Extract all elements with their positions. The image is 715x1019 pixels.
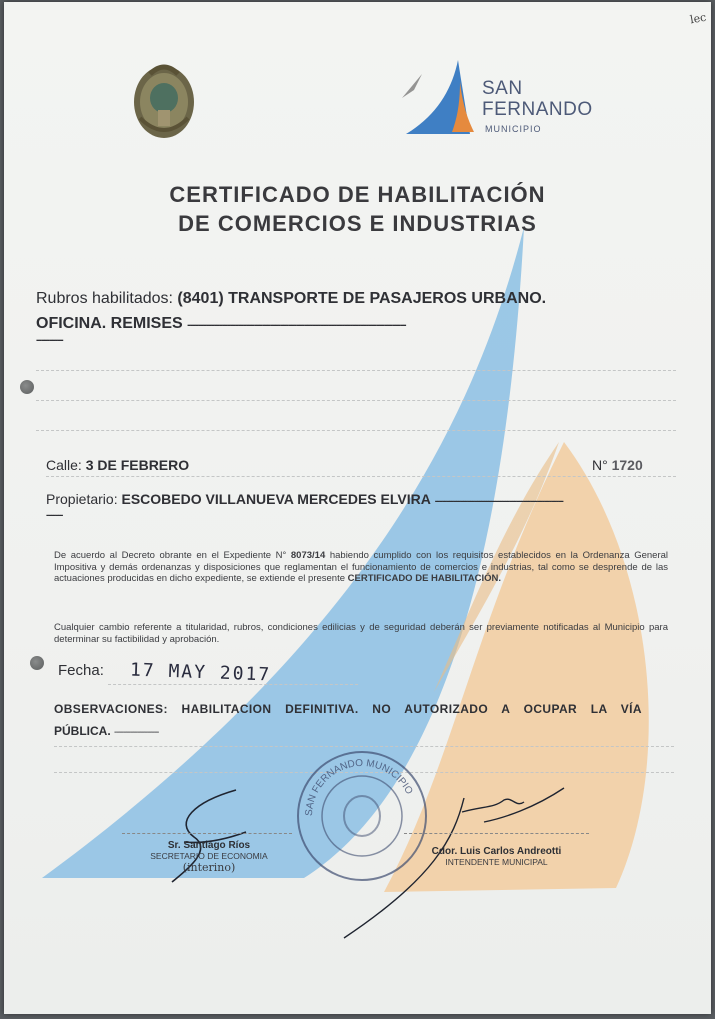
rubros-line1 [36, 290, 676, 308]
signature-line-right [404, 833, 589, 834]
certificate-page [4, 2, 711, 1014]
calle-value: 3 DE FEBRERO [85, 457, 190, 473]
blank-line [36, 430, 676, 431]
rubros-line2 [36, 315, 676, 333]
propietario-dash2: ------- [46, 510, 63, 521]
blank-line [108, 684, 358, 685]
decree-paragraph [54, 550, 668, 585]
decree-expediente: 8073/14 [290, 550, 326, 561]
blank-line [36, 400, 676, 401]
municipality-brand-line3: MUNICIPIO [485, 124, 542, 134]
observaciones-text-line1: HABILITACION DEFINITIVA. NO AUTORIZADO A OCUPAR LA VÍA [181, 702, 642, 716]
certificate-title [4, 180, 711, 238]
rubros-value-line1: (8401) TRANSPORTE DE PASAJEROS URBANO. [177, 290, 547, 307]
municipality-brand-line2: FERNANDO [482, 99, 593, 120]
decree-text-bold-end: CERTIFICADO DE HABILITACIÓN. [347, 573, 502, 584]
numero-row [592, 457, 643, 473]
fecha-date-stamp: 17 MAY 2017 [129, 659, 272, 686]
rubros-dash1: ---------------------------------------------------------------------------------- [187, 319, 406, 331]
propietario-label: Propietario: [46, 491, 118, 507]
signatory-right [404, 846, 589, 867]
numero-value: 1720 [611, 457, 643, 473]
decree-text-start: De acuerdo al Decreto obrante en el Expediente N° [54, 550, 287, 561]
blank-line [46, 476, 676, 477]
title-line1: CERTIFICADO DE HABILITACIÓN [169, 182, 546, 207]
binder-hole [20, 380, 34, 394]
signatory-left [124, 840, 294, 874]
propietario-dash1: ------------------------------------------------------- [434, 496, 563, 507]
propietario-value: ESCOBEDO VILLANUEVA MERCEDES ELVIRA [121, 491, 431, 507]
calle-row [46, 457, 189, 473]
fecha-label: Fecha: [58, 662, 104, 679]
observaciones-line2 [54, 724, 158, 738]
observaciones-label: OBSERVACIONES: [54, 702, 168, 716]
coat-of-arms-seal [128, 58, 200, 146]
binder-hole [30, 656, 44, 670]
propietario-row [46, 491, 686, 507]
numero-label: N° [592, 457, 608, 473]
signatory-right-name: Cdor. Luis Carlos Andreotti [431, 846, 562, 857]
corner-handwritten-mark: lec [688, 10, 708, 27]
rubros-value-line2: OFICINA. REMISES [36, 315, 183, 332]
round-stamp-text: SAN FERNANDO MUNICIPIO [303, 757, 415, 817]
left-signature [154, 782, 294, 892]
signatory-left-role: SECRETARIO DE ECONOMIA [150, 851, 268, 861]
observaciones-line1 [54, 702, 642, 716]
municipality-brand-line1: SAN [482, 78, 523, 99]
calle-label: Calle: [46, 457, 82, 473]
signatory-left-name: Sr. Santiago Ríos [167, 840, 251, 851]
signatory-left-note: (interino) [182, 861, 236, 874]
notice-paragraph: Cualquier cambio referente a titularidad, rubros, condiciones edilicias y de seguridad deberán ser previamente notificadas al Municipio para determinar su factibilidad y aprobación. [54, 622, 668, 645]
blank-line [36, 370, 676, 371]
observaciones-text-line2: PÚBLICA. [54, 724, 111, 738]
signature-line-left [122, 833, 292, 834]
signatory-right-role: INTENDENTE MUNICIPAL [445, 857, 548, 867]
title-line2: DE COMERCIOS E INDUSTRIAS [178, 211, 537, 236]
decree-text-rest: habiendo cumplido con los requisitos establecidos en la Ordenanza General Impositiva y demás ordenanzas y disposiciones que reglamentan el funcionamiento de comercios e industrias, tal como se desprende de las actuaciones producidas en dicho expediente, se extiende el presente [54, 550, 669, 584]
observaciones-dash: ------------------- [114, 727, 159, 738]
rubros-dash2: ---------- [36, 334, 63, 346]
rubros-label: Rubros habilitados: [36, 290, 173, 307]
